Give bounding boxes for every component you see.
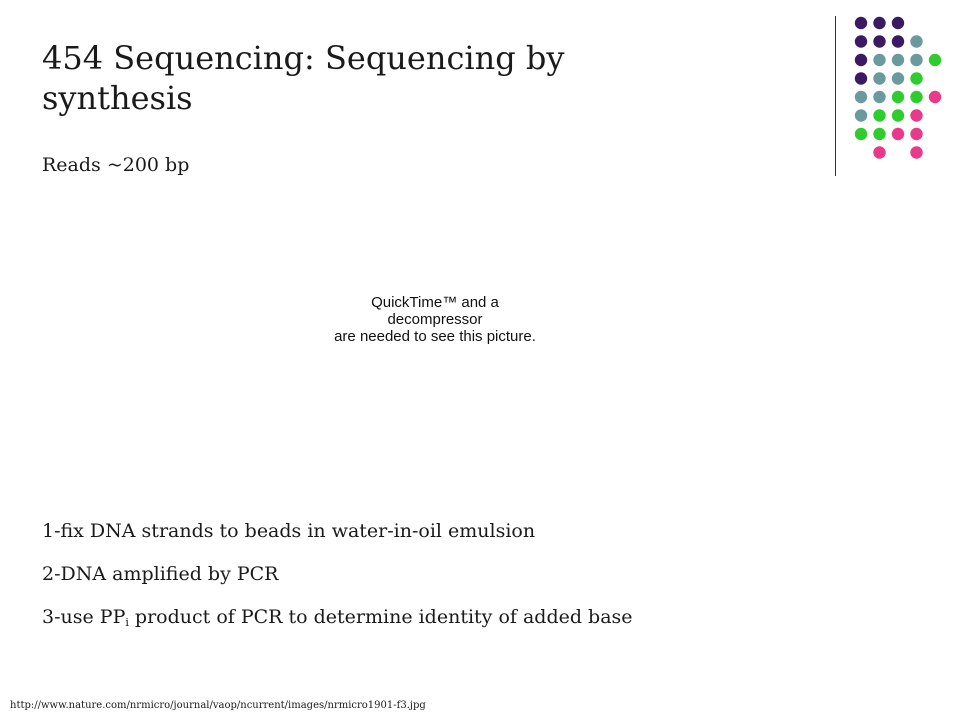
placeholder-line: are needed to see this picture. [334,328,536,345]
step-list [42,518,633,647]
teal-dot [910,35,922,47]
pink-dot [910,109,922,121]
step-text: 2-DNA amplified by PCR [42,563,279,585]
green-dot [910,91,922,103]
purple-dot [855,54,867,66]
purple-dot [873,35,885,47]
pink-dot [873,146,885,158]
purple-dot [855,17,867,29]
step-subscript: i [125,616,129,629]
purple-dot [855,72,867,84]
green-dot [873,128,885,140]
step-item [42,518,633,544]
teal-dot [892,72,904,84]
step-item [42,604,633,630]
purple-dot [873,17,885,29]
teal-dot [855,91,867,103]
teal-dot [855,109,867,121]
step-text: 1-fix DNA strands to beads in water-in-oil emulsion [42,520,536,542]
purple-dot [855,35,867,47]
pink-dot [910,146,922,158]
decorative-dot-grid [850,16,950,161]
green-dot [910,72,922,84]
purple-dot [892,35,904,47]
step-item [42,561,633,587]
teal-dot [873,72,885,84]
source-url: http://www.nature.com/nrmicro/journal/vaop/ncurrent/images/nrmicro1901-f3.jpg [10,700,426,711]
divider-line [835,16,836,176]
pink-dot [929,91,941,103]
teal-dot [892,54,904,66]
green-dot [929,54,941,66]
pink-dot [910,128,922,140]
slide-subtitle: Reads ~200 bp [42,154,190,176]
placeholder-line: QuickTime™ and a [371,294,499,311]
green-dot [892,91,904,103]
quicktime-placeholder [300,294,570,345]
teal-dot [873,91,885,103]
purple-dot [892,17,904,29]
green-dot [892,109,904,121]
teal-dot [873,54,885,66]
placeholder-line: decompressor [387,311,483,328]
teal-dot [910,54,922,66]
green-dot [855,128,867,140]
step-text: product of PCR to determine identity of added base [128,606,633,628]
green-dot [873,109,885,121]
pink-dot [892,128,904,140]
slide-title: 454 Sequencing: Sequencing by synthesis [42,39,565,117]
step-text: 3-use PP [42,606,126,628]
